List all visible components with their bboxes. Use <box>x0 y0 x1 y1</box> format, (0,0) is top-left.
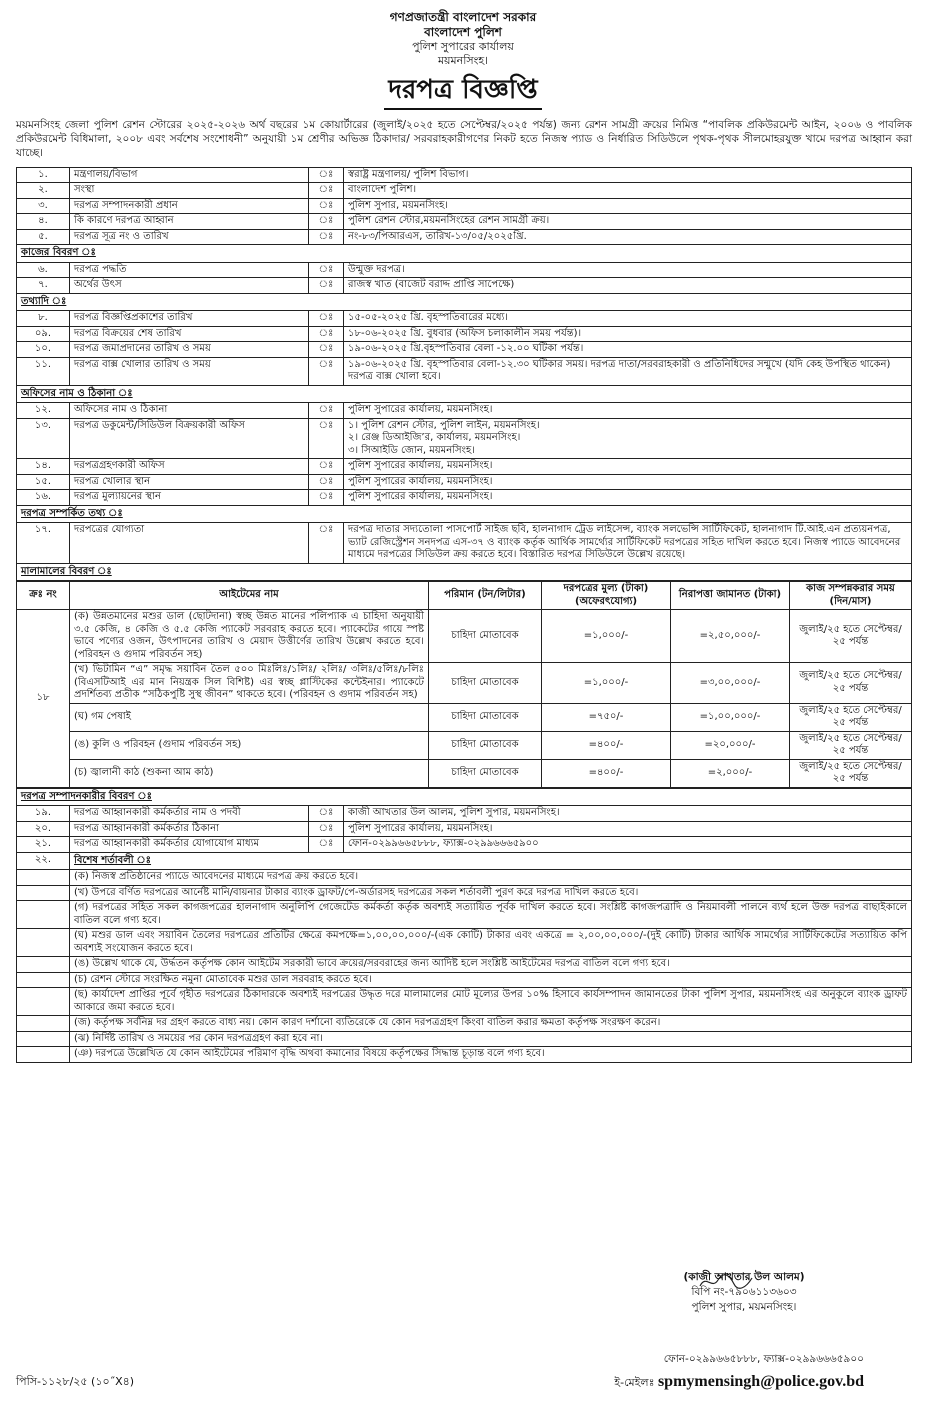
condition-item: (ঘ) মশুর ডাল এবং সয়াবিন তৈলের দরপত্রের প্রতিটির ক্ষেত্রে কমপক্ষে=১,০০,০০,০০০/-(এক কোটি) টাকার এবং একত্রে = ২,০০,০০,০০০/-(দুই কোটি) টাকার আর্থিক সামর্থ্যের সার্টিফিকেটের সত্যায়িত কপি অবশ্যই সংযোজন করতে হবে। <box>70 929 912 957</box>
row-separator: ঃ <box>309 459 344 475</box>
signature-block <box>624 1270 864 1316</box>
row-value: ১। পুলিশ রেশন স্টোর, পুলিশ লাইন, ময়মনসিংহ। ২। রেঞ্জ ডিআইজি’র, কার্যালয়, ময়মনসিংহ। ৩। সিআইডি জোন, ময়মনসিংহ। <box>344 418 912 459</box>
condition-row <box>17 972 912 988</box>
section-row <box>17 385 912 403</box>
goods-row <box>17 663 912 704</box>
signatory-designation: পুলিশ সুপার, ময়মনসিংহ। <box>691 1301 797 1314</box>
row-separator: ঃ <box>309 806 344 822</box>
goods-security: =২০,০০০/- <box>671 731 790 759</box>
condition-item: (ক) নিজস্ব প্রতিষ্ঠানের প্যাডে আবেদনের মাধ্যমে দরপত্র ক্রয় করতে হবে। <box>70 870 912 886</box>
signatory-bp: বিপি নং-৭৯০৬১১৩৬০৩ <box>691 1286 797 1299</box>
goods-col-qty: পরিমান (টন/লিটার) <box>429 582 542 610</box>
row-separator: ঃ <box>309 183 344 199</box>
row-label: দরপত্র পদ্ধতি <box>70 262 309 278</box>
row-number: ৬. <box>17 262 70 278</box>
row-value: উন্মুক্ত দরপত্র। <box>344 262 912 278</box>
info-row <box>17 229 912 245</box>
row-value: পুলিশ সুপারের কার্যালয়, ময়মনসিংহ। <box>344 490 912 506</box>
goods-qty: চাহিদা মোতাবেক <box>429 663 542 704</box>
row-value: রাজস্ব খাত (বাজেট বরাদ্দ প্রাপ্তি সাপেক্ষে) <box>344 278 912 294</box>
row-value: স্বরাষ্ট্র মন্ত্রণালয়/ পুলিশ বিভাগ। <box>344 167 912 183</box>
row-number: ১. <box>17 167 70 183</box>
row-value: পুলিশ সুপারের কার্যালয়, ময়মনসিংহ। <box>344 459 912 475</box>
row-number: ১১. <box>17 357 70 385</box>
condition-item: (ঙ) উল্লেখ থাকে যে, উর্দ্ধতন কর্তৃপক্ষ কোন আইটেম সরকারী ভাবে ক্রয়ের/সরবরাহের জন্য আদিষ্ট হলে সংশ্লিষ্ট আইটেমের দরপত্র বাতিল বলে গণ্য হবে। <box>70 957 912 973</box>
goods-price: =৪০০/- <box>542 759 671 787</box>
goods-qty: চাহিদা মোতাবেক <box>429 759 542 787</box>
govt-name: গণপ্রজাতন্ত্রী বাংলাদেশ সরকার <box>389 10 537 24</box>
info-table <box>16 167 912 582</box>
row-label: দরপত্র সূত্র নং ও তারিখ <box>70 229 309 245</box>
goods-row <box>17 610 912 663</box>
goods-col-security: নিরাপত্তা জামানত (টাকা) <box>671 582 790 610</box>
row-value: ১৯-০৬-২০২৫ খ্রি. বৃহস্পতিবার বেলা-১২.৩০ ঘটিকার সময়। দরপত্র দাতা/সরবরাহকারী ও প্রতিনিধিদের সন্মুখে (যদি কেহ উপস্থিত থাকেন) দরপত্র বাক্স খোলা হবে। <box>344 357 912 385</box>
condition-spacer <box>17 1016 70 1032</box>
info-row <box>17 278 912 294</box>
officer-table <box>16 788 912 1063</box>
row-label: দরপত্র খোলার স্থান <box>70 474 309 490</box>
goods-table <box>16 581 912 788</box>
row-number: ৭. <box>17 278 70 294</box>
condition-row <box>17 901 912 929</box>
condition-row <box>17 1047 912 1063</box>
row-separator: ঃ <box>309 474 344 490</box>
goods-row <box>17 731 912 759</box>
row-label: কি কারণে দরপত্র আহ্বান <box>70 214 309 230</box>
info-row <box>17 821 912 837</box>
contact-email <box>614 1372 864 1392</box>
section-row <box>17 505 912 523</box>
goods-item-name: (খ) ভিটামিন “এ” সমৃদ্ধ সয়াবিন তৈল ৫০০ মিঃলিঃ/১লিঃ/ ২লিঃ/ ৩লিঃ/৫লিঃ/৮লিঃ (বিএসটিআই এর মান নিয়ন্ত্রক সিল বিশিষ্ট) এর স্বচ্ছ প্লাস্টিকের কন্টেইনার। প্যাকেটে প্রদর্শিতব্য প্রতীক “সঠিকপুষ্টি সুস্থ জীবন” থাকতে হবে। (পরিবহন ও গুদাম পরিবর্তন সহ) <box>70 663 429 704</box>
goods-row <box>17 703 912 731</box>
letterhead <box>0 0 926 110</box>
goods-qty: চাহিদা মোতাবেক <box>429 731 542 759</box>
row-number: ২১. <box>17 837 70 853</box>
row-value: পুলিশ রেশন স্টোর,ময়মনসিংহের রেশন সামগ্রী ক্রয়। <box>344 214 912 230</box>
condition-row <box>17 885 912 901</box>
row-label: দরপত্র আহ্বানকারী কর্মকর্তার যোগাযোগ মাধ্যম <box>70 837 309 853</box>
condition-row <box>17 957 912 973</box>
section-row <box>17 788 912 806</box>
row-separator: ঃ <box>309 311 344 327</box>
row-separator: ঃ <box>309 214 344 230</box>
goods-security: =২,৫০,০০০/- <box>671 610 790 663</box>
goods-time: জুলাই/২৫ হতে সেপ্টেম্বর/২৫ পর্যন্ত <box>790 731 912 759</box>
info-row <box>17 474 912 490</box>
condition-row <box>17 1031 912 1047</box>
info-row <box>17 311 912 327</box>
info-row <box>17 418 912 459</box>
row-number: ৩. <box>17 198 70 214</box>
goods-price: =৪০০/- <box>542 731 671 759</box>
officer-table-wrap <box>16 788 912 1063</box>
row-value: ১৫-০৫-২০২৫ খ্রি. বৃহস্পতিবারের মধ্যে। <box>344 311 912 327</box>
goods-price: =১,০০০/- <box>542 610 671 663</box>
row-number: ১৪. <box>17 459 70 475</box>
goods-security: =১,০০,০০০/- <box>671 703 790 731</box>
goods-qty: চাহিদা মোতাবেক <box>429 610 542 663</box>
section-work-details: কাজের বিবরণ ঃ <box>17 245 912 263</box>
goods-col-time: কাজ সম্পন্নকরার সময় (দিন/মাস) <box>790 582 912 610</box>
row-label: মন্ত্রণালয়/বিভাগ <box>70 167 309 183</box>
signatory-name: (কাজী আখতার উল আলম) <box>683 1271 805 1283</box>
row-number: ৫. <box>17 229 70 245</box>
row-separator: ঃ <box>309 490 344 506</box>
row-value: ফোন-০২৯৯৬৬৫৮৮৮, ফ্যাক্স-০২৯৯৬৬৬৫৯০০ <box>344 837 912 853</box>
row-number: ৮. <box>17 311 70 327</box>
goods-security: =৩,০০,০০০/- <box>671 663 790 704</box>
conditions-title: বিশেষ শর্তাবলী ঃ <box>70 852 912 870</box>
goods-item-name: (চ) জ্বালানী কাঠ (শুকনা আম কাঠ) <box>70 759 429 787</box>
row-value: পুলিশ সুপারের কার্যালয়, ময়মনসিংহ। <box>344 821 912 837</box>
info-row <box>17 198 912 214</box>
condition-spacer <box>17 929 70 957</box>
info-row <box>17 523 912 564</box>
section-row <box>17 563 912 581</box>
row-number: ০৯. <box>17 326 70 342</box>
row-label: অর্থের উৎস <box>70 278 309 294</box>
section-info: তথ্যাদি ঃ <box>17 293 912 311</box>
row-number: ২. <box>17 183 70 199</box>
condition-item: (ঞ) দরপত্রে উল্লেখিত যে কোন আইটেমের পরিমাণ বৃদ্ধি অথবা কমানোর বিষয়ে কর্তৃপক্ষের সিদ্ধান্ত চূড়ান্ত বলে গণ্য হবে। <box>70 1047 912 1063</box>
row-separator: ঃ <box>309 198 344 214</box>
info-row <box>17 806 912 822</box>
row-value: বাংলাদেশ পুলিশ। <box>344 183 912 199</box>
row-separator: ঃ <box>309 821 344 837</box>
row-label: দরপত্র বাক্স খোলার তারিখ ও সময় <box>70 357 309 385</box>
office-name: পুলিশ সুপারের কার্যালয় <box>412 40 514 53</box>
condition-row <box>17 870 912 886</box>
conditions-title-row <box>17 852 912 870</box>
condition-row <box>17 929 912 957</box>
intro-paragraph: ময়মনসিংহ জেলা পুলিশ রেশন স্টোরের ২০২৫-২০২৬ অর্থ বছরের ১ম কোয়ার্টারের (জুলাই/২০২৫ হতে সেপ্টেম্বর/২০২৫ পর্যন্ত) জন্য রেশন সামগ্রী ক্রয়ের নিমিত্ত “পাবলিক প্রকিউরমেন্ট আইন, ২০০৬ ও পাবলিক প্রকিউরমেন্ট বিধিমালা, ২০০৮ এবং সর্বশেষ সংশোধনী” অনুযায়ী ১ম শ্রেণীর অভিজ্ঞ ঠিকাদার/ সরবরাহকারীগণের নিকট হতে নিজস্ব প্যাড ও নির্ধারিত সিডিউলে পৃথক-পৃথক সীলমোহরযুক্ত খামে দরপত্র আহ্বান করা যাচ্ছে। <box>16 119 912 160</box>
condition-item: (জ) কর্তৃপক্ষ সর্বনিম্ন দর গ্রহণ করতে বাধ্য নয়। কোন কারণ দর্শানো ব্যতিরেকে যে কোন দরপত্রগ্রহণ কিংবা বাতিল করার ক্ষমতা কর্তৃপক্ষ সংরক্ষণ করেন। <box>70 1016 912 1032</box>
row-value: দরপত্র দাতার সদ্যতোলা পাসপোর্ট সাইজ ছবি, হালনাগাদ ট্রেড লাইসেন্স, ব্যাংক সলভেন্সি সার্টিফিকেট, হালনাগাদ টি.আই.এন প্রত্যয়নপত্র, ভ্যাট রেজিস্ট্রেশন সনদপত্র এস-৩৭ ও ব্যাংক কর্তৃক আর্থিক সামর্থ্যের সার্টিফিকেট দরপত্রের সহিত দাখিল করতে হবে। নিজস্ব প্যাডে আবেদনের মাধ্যমে দরপত্রের সিডিউল ক্রয় করতে হবে। বিস্তারিত দরপত্র সিডিউলে উল্লেখ রয়েছে। <box>344 523 912 564</box>
info-row <box>17 459 912 475</box>
row-number: ১০. <box>17 342 70 358</box>
goods-item-name: (ক) উন্নতমানের মশুর ডাল (ছোটদানা) স্বচ্ছ উন্নত মানের পলিপ্যাক এ চাহিদা অনুযায়ী ৩.৫ কেজি, ৪ কেজি ও ৫.৫ কেজি প্যাকেট সরবরাহ করতে হবে। প্যাকেটের গায়ে স্পষ্ট ভাবে পণ্যের ওজন, উৎপাদনের তারিখ ও মেয়াদ উত্তীর্ণের তারিখ উল্লেখ করতে হবে। (পরিবহন ও গুদাম পরিবর্তন সহ) <box>70 610 429 663</box>
row-number: ১৫. <box>17 474 70 490</box>
section-row <box>17 293 912 311</box>
info-row <box>17 403 912 419</box>
row-label: দরপত্র ডকুমেন্ট/সিডিউল বিক্রয়কারী অফিস <box>70 418 309 459</box>
condition-spacer <box>17 901 70 929</box>
contact-phone: ফোন-০২৯৯৬৬৫৮৮৮, ফ্যাক্স-০২৯৯৬৬৬৫৯০০ <box>663 1353 864 1365</box>
info-row <box>17 167 912 183</box>
goods-time: জুলাই/২৫ হতে সেপ্টেম্বর/২৫ পর্যন্ত <box>790 610 912 663</box>
condition-item: (চ) রেশন স্টোরে সংরক্ষিত নমুনা মোতাবেক মশুর ডাল সরবরাহ করতে হবে। <box>70 972 912 988</box>
condition-spacer <box>17 1047 70 1063</box>
row-number: ২০. <box>17 821 70 837</box>
condition-item: (খ) উপরে বর্ণিত দরপত্রের আর্নেষ্ট মানি/বায়নার টাকার ব্যাংক ড্রাফট/পে-অর্ডারসহ দরপত্রের সকল শর্তাবলী পুরণ করে দরপত্র দাখিল করতে হবে। <box>70 885 912 901</box>
goods-qty: চাহিদা মোতাবেক <box>429 703 542 731</box>
row-separator: ঃ <box>309 167 344 183</box>
row-separator: ঃ <box>309 342 344 358</box>
row-label: দরপত্র জমাপ্রদানের তারিখ ও সময় <box>70 342 309 358</box>
row-label: অফিসের নাম ও ঠিকানা <box>70 403 309 419</box>
row-separator: ঃ <box>309 403 344 419</box>
email-address: spmymensingh@police.gov.bd <box>657 1373 864 1390</box>
row-value: পুলিশ সুপার, ময়মনসিংহ। <box>344 198 912 214</box>
row-label: দরপত্র বিজ্ঞপ্তিপ্রকাশের তারিখ <box>70 311 309 327</box>
condition-item: (গ) দরপত্রের সহিত সকল কাগজপত্রের হালনাগাদ অনুলিপি গেজেটেড কর্মকর্তা কর্তৃক অবশ্যই সত্যায়িত পূর্বক দাখিল করতে হবে। সংশ্লিষ্ট কাগজপত্রাদি ও নিয়মাবলী পালনে ব্যর্থ হলে উক্ত দরপত্র বাছাইকালে বাতিল বলে গণ্য হবে। <box>70 901 912 929</box>
info-table-wrap <box>16 167 912 582</box>
row-number: ৪. <box>17 214 70 230</box>
goods-col-serial: ক্রঃ নং <box>17 582 70 610</box>
goods-price: =৭৫০/- <box>542 703 671 731</box>
condition-spacer <box>17 957 70 973</box>
row-label: দরপত্রের যোগ্যতা <box>70 523 309 564</box>
row-separator: ঃ <box>309 837 344 853</box>
row-separator: ঃ <box>309 229 344 245</box>
row-label: দরপত্র মুল্যায়নের স্থান <box>70 490 309 506</box>
row-number: ১২. <box>17 403 70 419</box>
info-row <box>17 837 912 853</box>
section-tender-info: দরপত্র সম্পর্কিত তথ্য ঃ <box>17 505 912 523</box>
goods-col-price: দরপত্রের মুল্য (টাকা) (অফেরৎযোগ্য) <box>542 582 671 610</box>
row-separator: ঃ <box>309 262 344 278</box>
row-label: দরপত্র আহ্বানকারী কর্মকর্তার ঠিকানা <box>70 821 309 837</box>
goods-col-item: আইটেমের নাম <box>70 582 429 610</box>
section-goods: মালামালের বিবরণ ঃ <box>17 563 912 581</box>
row-value: পুলিশ সুপারের কার্যালয়, ময়মনসিংহ। <box>344 403 912 419</box>
info-row <box>17 262 912 278</box>
row-number: ১৬. <box>17 490 70 506</box>
condition-spacer <box>17 972 70 988</box>
goods-time: জুলাই/২৫ হতে সেপ্টেম্বর/২৫ পর্যন্ত <box>790 663 912 704</box>
condition-row <box>17 988 912 1016</box>
row-number: ১৯. <box>17 806 70 822</box>
row-separator: ঃ <box>309 357 344 385</box>
info-row <box>17 342 912 358</box>
row-value: নং-৮৩/পিআরএস, তারিখ-১৩/০৫/২০২৫খ্রি. <box>344 229 912 245</box>
row-value: কাজী আখতার উল আলম, পুলিশ সুপার, ময়মনসিংহ। <box>344 806 912 822</box>
goods-security: =২,০০০/- <box>671 759 790 787</box>
section-row <box>17 245 912 263</box>
goods-time: জুলাই/২৫ হতে সেপ্টেম্বর/২৫ পর্যন্ত <box>790 703 912 731</box>
goods-price: =১,০০০/- <box>542 663 671 704</box>
row-separator: ঃ <box>309 418 344 459</box>
condition-spacer <box>17 885 70 901</box>
section-office: অফিসের নাম ও ঠিকানা ঃ <box>17 385 912 403</box>
row-label: দরপত্রগ্রহণকারী অফিস <box>70 459 309 475</box>
row-label: দরপত্র আহ্বানকারী কর্মকর্তার নাম ও পদবী <box>70 806 309 822</box>
office-location: ময়মনসিংহ। <box>437 53 489 67</box>
info-row <box>17 357 912 385</box>
email-label: ই-মেইলঃ <box>614 1376 655 1389</box>
goods-row <box>17 759 912 787</box>
goods-serial: ১৮ <box>17 610 70 788</box>
info-row <box>17 490 912 506</box>
info-row <box>17 214 912 230</box>
goods-item-name: (ঘ) গম পেষাই <box>70 703 429 731</box>
goods-table-wrap <box>16 581 912 788</box>
condition-item: (ছ) কার্যাদেশ প্রাপ্তির পূর্বে গৃহীত দরপত্রের ঠিকাদারকে অবশ্যই দরপত্রের উদ্ধৃত দরে মালামালের মোট মূল্যের উপর ১০% হিসাবে কার্যসম্পাদন জামানতের টাকা পুলিশ সুপার, ময়মনসিংহ এর অনুকূলে ব্যাংক ড্রাফট আকারে জমা করতে হবে। <box>70 988 912 1016</box>
row-number: ১৭. <box>17 523 70 564</box>
row-value: পুলিশ সুপারের কার্যালয়, ময়মনসিংহ। <box>344 474 912 490</box>
goods-time: জুলাই/২৫ হতে সেপ্টেম্বর/২৫ পর্যন্ত <box>790 759 912 787</box>
row-label: সংস্থা <box>70 183 309 199</box>
condition-spacer <box>17 988 70 1016</box>
row-number: ২২. <box>17 852 70 870</box>
row-value: ১৯-০৬-২০২৫ খ্রি.বৃহস্পতিবার বেলা -১২.০০ ঘটিকা পর্যন্ত। <box>344 342 912 358</box>
info-row <box>17 183 912 199</box>
goods-header-row <box>17 582 912 610</box>
row-label: দরপত্র সম্পাদনকারী প্রধান <box>70 198 309 214</box>
condition-row <box>17 1016 912 1032</box>
page-title: দরপত্র বিজ্ঞপ্তি <box>384 74 541 111</box>
info-row <box>17 326 912 342</box>
row-separator: ঃ <box>309 523 344 564</box>
publication-code: পিসি-১১২৮/২৫ (১০˝X৪) <box>16 1375 135 1388</box>
condition-item: (ঝ) নির্দিষ্ট তারিখ ও সময়ের পর কোন দরপত্রগ্রহণ করা হবে না। <box>70 1031 912 1047</box>
row-value: ১৮-০৬-২০২৫ খ্রি. বুধবার (অফিস চলাকালীন সময় পর্যন্ত)। <box>344 326 912 342</box>
section-officer: দরপত্র সম্পাদনকারীর বিবরণ ঃ <box>17 788 912 806</box>
goods-item-name: (ঙ) কুলি ও পরিবহন (গুদাম পরিবর্তন সহ) <box>70 731 429 759</box>
condition-spacer <box>17 1031 70 1047</box>
row-separator: ঃ <box>309 278 344 294</box>
row-label: দরপত্র বিক্রয়ের শেষ তারিখ <box>70 326 309 342</box>
condition-spacer <box>17 870 70 886</box>
row-separator: ঃ <box>309 326 344 342</box>
row-number: ১৩. <box>17 418 70 459</box>
org-name: বাংলাদেশ পুলিশ <box>424 25 502 39</box>
